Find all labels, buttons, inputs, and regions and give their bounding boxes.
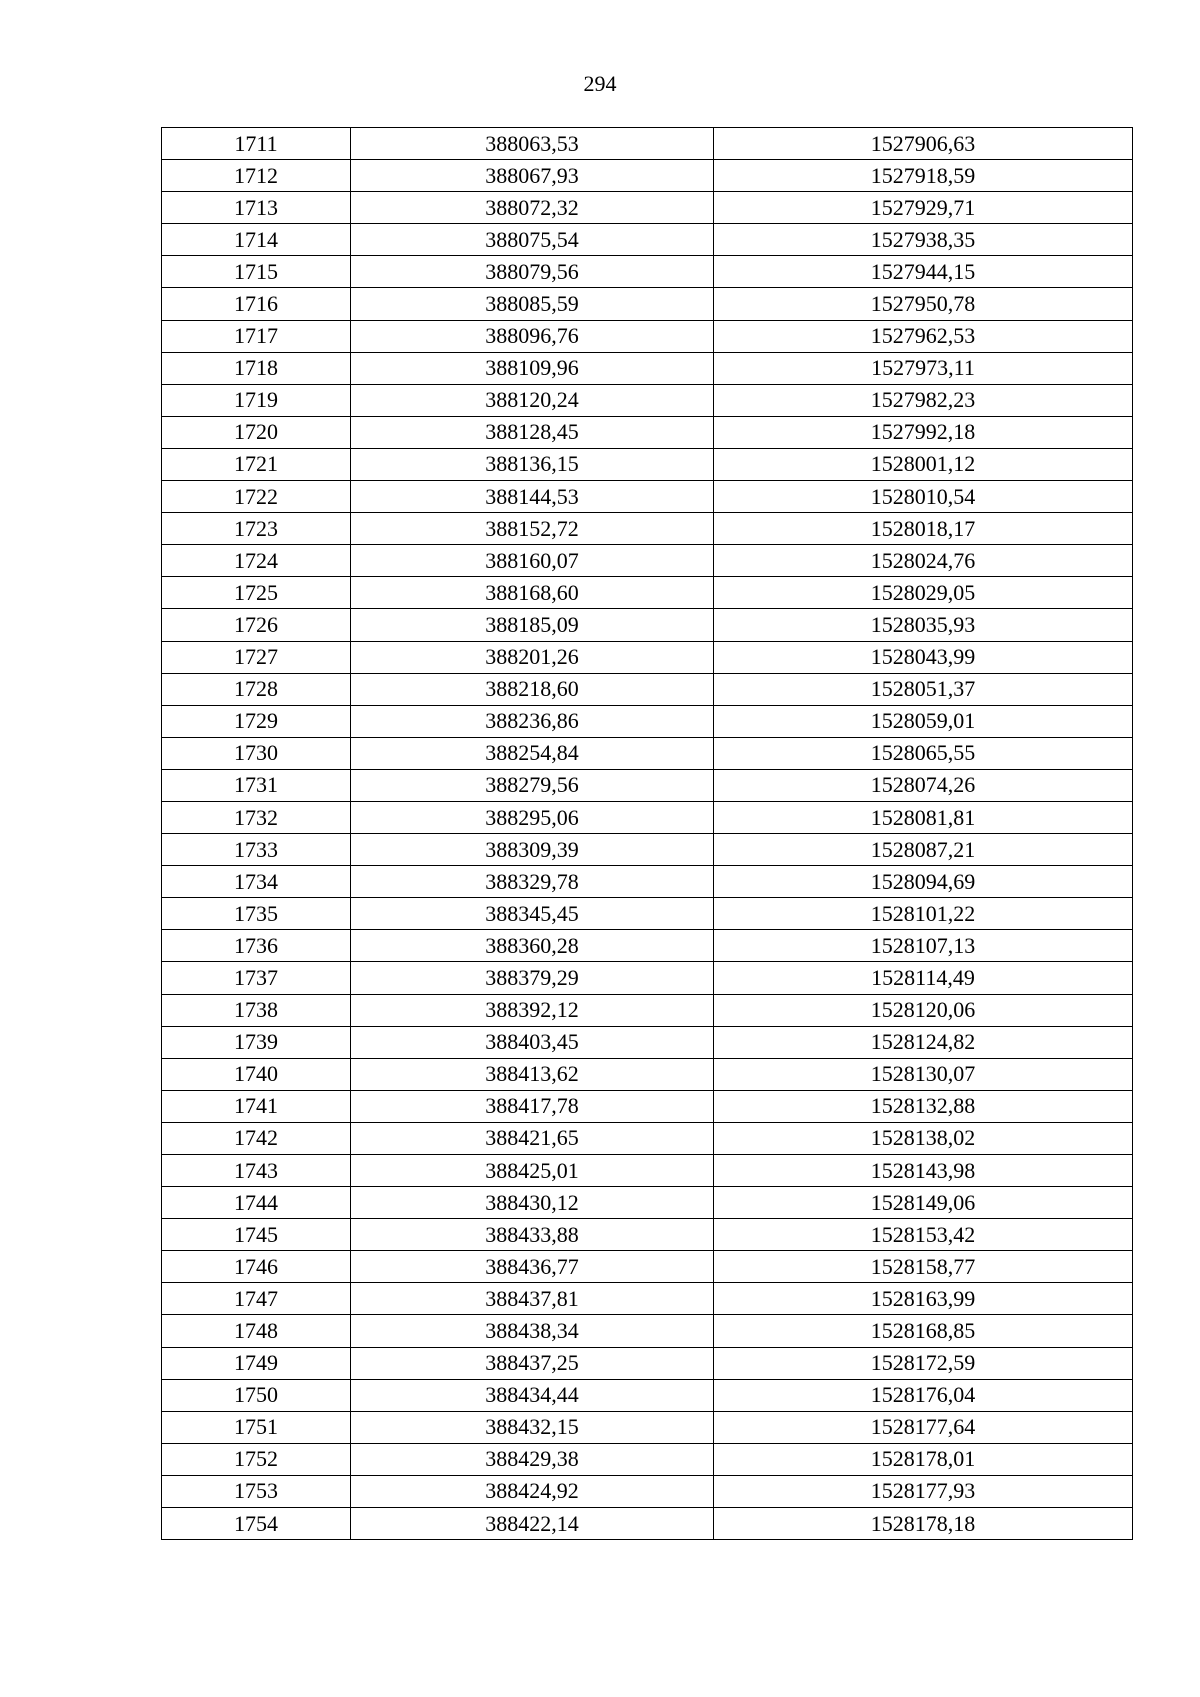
y-coordinate-cell: 1528043,99 bbox=[714, 641, 1133, 673]
x-coordinate-cell: 388438,34 bbox=[351, 1315, 714, 1347]
point-number-cell: 1753 bbox=[162, 1475, 351, 1507]
x-coordinate-cell: 388218,60 bbox=[351, 673, 714, 705]
point-number-cell: 1750 bbox=[162, 1379, 351, 1411]
x-coordinate-cell: 388424,92 bbox=[351, 1475, 714, 1507]
table-row bbox=[162, 1187, 1133, 1219]
table-row bbox=[162, 320, 1133, 352]
x-coordinate-cell: 388160,07 bbox=[351, 545, 714, 577]
x-coordinate-cell: 388425,01 bbox=[351, 1155, 714, 1187]
y-coordinate-cell: 1528065,55 bbox=[714, 737, 1133, 769]
x-coordinate-cell: 388309,39 bbox=[351, 834, 714, 866]
y-coordinate-cell: 1528059,01 bbox=[714, 705, 1133, 737]
x-coordinate-cell: 388201,26 bbox=[351, 641, 714, 673]
x-coordinate-cell: 388403,45 bbox=[351, 1026, 714, 1058]
y-coordinate-cell: 1528149,06 bbox=[714, 1187, 1133, 1219]
point-number-cell: 1712 bbox=[162, 160, 351, 192]
x-coordinate-cell: 388109,96 bbox=[351, 352, 714, 384]
table-row bbox=[162, 384, 1133, 416]
point-number-cell: 1742 bbox=[162, 1122, 351, 1154]
point-number-cell: 1751 bbox=[162, 1411, 351, 1443]
point-number-cell: 1754 bbox=[162, 1508, 351, 1540]
point-number-cell: 1731 bbox=[162, 769, 351, 801]
point-number-cell: 1749 bbox=[162, 1347, 351, 1379]
y-coordinate-cell: 1528094,69 bbox=[714, 866, 1133, 898]
y-coordinate-cell: 1527929,71 bbox=[714, 192, 1133, 224]
x-coordinate-cell: 388096,76 bbox=[351, 320, 714, 352]
x-coordinate-cell: 388295,06 bbox=[351, 801, 714, 833]
table-row bbox=[162, 1155, 1133, 1187]
x-coordinate-cell: 388185,09 bbox=[351, 609, 714, 641]
point-number-cell: 1723 bbox=[162, 513, 351, 545]
y-coordinate-cell: 1527973,11 bbox=[714, 352, 1133, 384]
point-number-cell: 1711 bbox=[162, 128, 351, 160]
table-row bbox=[162, 1026, 1133, 1058]
y-coordinate-cell: 1528172,59 bbox=[714, 1347, 1133, 1379]
y-coordinate-cell: 1528132,88 bbox=[714, 1090, 1133, 1122]
x-coordinate-cell: 388417,78 bbox=[351, 1090, 714, 1122]
x-coordinate-cell: 388279,56 bbox=[351, 769, 714, 801]
table-row bbox=[162, 1508, 1133, 1540]
point-number-cell: 1717 bbox=[162, 320, 351, 352]
table-row bbox=[162, 641, 1133, 673]
x-coordinate-cell: 388072,32 bbox=[351, 192, 714, 224]
table-row bbox=[162, 866, 1133, 898]
point-number-cell: 1716 bbox=[162, 288, 351, 320]
x-coordinate-cell: 388430,12 bbox=[351, 1187, 714, 1219]
y-coordinate-cell: 1528101,22 bbox=[714, 898, 1133, 930]
point-number-cell: 1729 bbox=[162, 705, 351, 737]
point-number-cell: 1747 bbox=[162, 1283, 351, 1315]
x-coordinate-cell: 388128,45 bbox=[351, 416, 714, 448]
y-coordinate-cell: 1528176,04 bbox=[714, 1379, 1133, 1411]
y-coordinate-cell: 1528074,26 bbox=[714, 769, 1133, 801]
y-coordinate-cell: 1528177,93 bbox=[714, 1475, 1133, 1507]
point-number-cell: 1738 bbox=[162, 994, 351, 1026]
y-coordinate-cell: 1528178,01 bbox=[714, 1443, 1133, 1475]
y-coordinate-cell: 1528130,07 bbox=[714, 1058, 1133, 1090]
x-coordinate-cell: 388152,72 bbox=[351, 513, 714, 545]
table-row bbox=[162, 962, 1133, 994]
y-coordinate-cell: 1528107,13 bbox=[714, 930, 1133, 962]
y-coordinate-cell: 1528114,49 bbox=[714, 962, 1133, 994]
y-coordinate-cell: 1527938,35 bbox=[714, 224, 1133, 256]
x-coordinate-cell: 388254,84 bbox=[351, 737, 714, 769]
x-coordinate-cell: 388413,62 bbox=[351, 1058, 714, 1090]
y-coordinate-cell: 1528001,12 bbox=[714, 448, 1133, 480]
x-coordinate-cell: 388085,59 bbox=[351, 288, 714, 320]
y-coordinate-cell: 1528168,85 bbox=[714, 1315, 1133, 1347]
y-coordinate-cell: 1528029,05 bbox=[714, 577, 1133, 609]
y-coordinate-cell: 1528018,17 bbox=[714, 513, 1133, 545]
y-coordinate-cell: 1527982,23 bbox=[714, 384, 1133, 416]
y-coordinate-cell: 1528177,64 bbox=[714, 1411, 1133, 1443]
x-coordinate-cell: 388421,65 bbox=[351, 1122, 714, 1154]
point-number-cell: 1722 bbox=[162, 481, 351, 513]
x-coordinate-cell: 388329,78 bbox=[351, 866, 714, 898]
x-coordinate-cell: 388236,86 bbox=[351, 705, 714, 737]
table-row bbox=[162, 1090, 1133, 1122]
table-row bbox=[162, 128, 1133, 160]
point-number-cell: 1737 bbox=[162, 962, 351, 994]
x-coordinate-cell: 388360,28 bbox=[351, 930, 714, 962]
point-number-cell: 1746 bbox=[162, 1251, 351, 1283]
x-coordinate-cell: 388429,38 bbox=[351, 1443, 714, 1475]
coordinates-table-body bbox=[162, 128, 1133, 1540]
y-coordinate-cell: 1527992,18 bbox=[714, 416, 1133, 448]
table-row bbox=[162, 577, 1133, 609]
point-number-cell: 1740 bbox=[162, 1058, 351, 1090]
point-number-cell: 1725 bbox=[162, 577, 351, 609]
y-coordinate-cell: 1527918,59 bbox=[714, 160, 1133, 192]
x-coordinate-cell: 388379,29 bbox=[351, 962, 714, 994]
table-row bbox=[162, 1315, 1133, 1347]
table-row bbox=[162, 1443, 1133, 1475]
table-row bbox=[162, 1058, 1133, 1090]
y-coordinate-cell: 1528153,42 bbox=[714, 1219, 1133, 1251]
table-row bbox=[162, 288, 1133, 320]
table-row bbox=[162, 256, 1133, 288]
x-coordinate-cell: 388434,44 bbox=[351, 1379, 714, 1411]
table-row bbox=[162, 416, 1133, 448]
table-row bbox=[162, 1379, 1133, 1411]
y-coordinate-cell: 1528087,21 bbox=[714, 834, 1133, 866]
x-coordinate-cell: 388433,88 bbox=[351, 1219, 714, 1251]
point-number-cell: 1736 bbox=[162, 930, 351, 962]
y-coordinate-cell: 1527950,78 bbox=[714, 288, 1133, 320]
y-coordinate-cell: 1528035,93 bbox=[714, 609, 1133, 641]
table-row bbox=[162, 160, 1133, 192]
x-coordinate-cell: 388437,25 bbox=[351, 1347, 714, 1379]
y-coordinate-cell: 1528143,98 bbox=[714, 1155, 1133, 1187]
point-number-cell: 1732 bbox=[162, 801, 351, 833]
table-row bbox=[162, 705, 1133, 737]
y-coordinate-cell: 1528120,06 bbox=[714, 994, 1133, 1026]
point-number-cell: 1713 bbox=[162, 192, 351, 224]
y-coordinate-cell: 1528051,37 bbox=[714, 673, 1133, 705]
point-number-cell: 1720 bbox=[162, 416, 351, 448]
point-number-cell: 1739 bbox=[162, 1026, 351, 1058]
table-row bbox=[162, 1475, 1133, 1507]
table-row bbox=[162, 448, 1133, 480]
point-number-cell: 1735 bbox=[162, 898, 351, 930]
point-number-cell: 1726 bbox=[162, 609, 351, 641]
y-coordinate-cell: 1528081,81 bbox=[714, 801, 1133, 833]
x-coordinate-cell: 388067,93 bbox=[351, 160, 714, 192]
y-coordinate-cell: 1527962,53 bbox=[714, 320, 1133, 352]
table-row bbox=[162, 898, 1133, 930]
point-number-cell: 1743 bbox=[162, 1155, 351, 1187]
point-number-cell: 1718 bbox=[162, 352, 351, 384]
y-coordinate-cell: 1527906,63 bbox=[714, 128, 1133, 160]
table-row bbox=[162, 224, 1133, 256]
point-number-cell: 1734 bbox=[162, 866, 351, 898]
table-row bbox=[162, 1122, 1133, 1154]
point-number-cell: 1733 bbox=[162, 834, 351, 866]
table-row bbox=[162, 1251, 1133, 1283]
x-coordinate-cell: 388144,53 bbox=[351, 481, 714, 513]
coordinates-table bbox=[161, 127, 1133, 1540]
table-row bbox=[162, 801, 1133, 833]
x-coordinate-cell: 388436,77 bbox=[351, 1251, 714, 1283]
x-coordinate-cell: 388345,45 bbox=[351, 898, 714, 930]
table-row bbox=[162, 481, 1133, 513]
table-row bbox=[162, 930, 1133, 962]
table-row bbox=[162, 545, 1133, 577]
table-row bbox=[162, 1347, 1133, 1379]
point-number-cell: 1714 bbox=[162, 224, 351, 256]
table-row bbox=[162, 1283, 1133, 1315]
table-row bbox=[162, 994, 1133, 1026]
y-coordinate-cell: 1528163,99 bbox=[714, 1283, 1133, 1315]
point-number-cell: 1745 bbox=[162, 1219, 351, 1251]
point-number-cell: 1730 bbox=[162, 737, 351, 769]
y-coordinate-cell: 1528124,82 bbox=[714, 1026, 1133, 1058]
table-row bbox=[162, 1411, 1133, 1443]
table-row bbox=[162, 834, 1133, 866]
y-coordinate-cell: 1528158,77 bbox=[714, 1251, 1133, 1283]
y-coordinate-cell: 1528138,02 bbox=[714, 1122, 1133, 1154]
point-number-cell: 1724 bbox=[162, 545, 351, 577]
point-number-cell: 1752 bbox=[162, 1443, 351, 1475]
table-row bbox=[162, 1219, 1133, 1251]
x-coordinate-cell: 388437,81 bbox=[351, 1283, 714, 1315]
point-number-cell: 1715 bbox=[162, 256, 351, 288]
point-number-cell: 1741 bbox=[162, 1090, 351, 1122]
y-coordinate-cell: 1528010,54 bbox=[714, 481, 1133, 513]
x-coordinate-cell: 388392,12 bbox=[351, 994, 714, 1026]
x-coordinate-cell: 388079,56 bbox=[351, 256, 714, 288]
point-number-cell: 1748 bbox=[162, 1315, 351, 1347]
y-coordinate-cell: 1528178,18 bbox=[714, 1508, 1133, 1540]
page-number: 294 bbox=[583, 71, 617, 96]
x-coordinate-cell: 388168,60 bbox=[351, 577, 714, 609]
point-number-cell: 1721 bbox=[162, 448, 351, 480]
x-coordinate-cell: 388422,14 bbox=[351, 1508, 714, 1540]
point-number-cell: 1744 bbox=[162, 1187, 351, 1219]
y-coordinate-cell: 1527944,15 bbox=[714, 256, 1133, 288]
x-coordinate-cell: 388136,15 bbox=[351, 448, 714, 480]
table-row bbox=[162, 513, 1133, 545]
table-row bbox=[162, 609, 1133, 641]
table-row bbox=[162, 673, 1133, 705]
point-number-cell: 1727 bbox=[162, 641, 351, 673]
x-coordinate-cell: 388120,24 bbox=[351, 384, 714, 416]
table-row bbox=[162, 352, 1133, 384]
table-row bbox=[162, 192, 1133, 224]
table-row bbox=[162, 737, 1133, 769]
point-number-cell: 1728 bbox=[162, 673, 351, 705]
y-coordinate-cell: 1528024,76 bbox=[714, 545, 1133, 577]
table-row bbox=[162, 769, 1133, 801]
point-number-cell: 1719 bbox=[162, 384, 351, 416]
x-coordinate-cell: 388063,53 bbox=[351, 128, 714, 160]
x-coordinate-cell: 388432,15 bbox=[351, 1411, 714, 1443]
x-coordinate-cell: 388075,54 bbox=[351, 224, 714, 256]
